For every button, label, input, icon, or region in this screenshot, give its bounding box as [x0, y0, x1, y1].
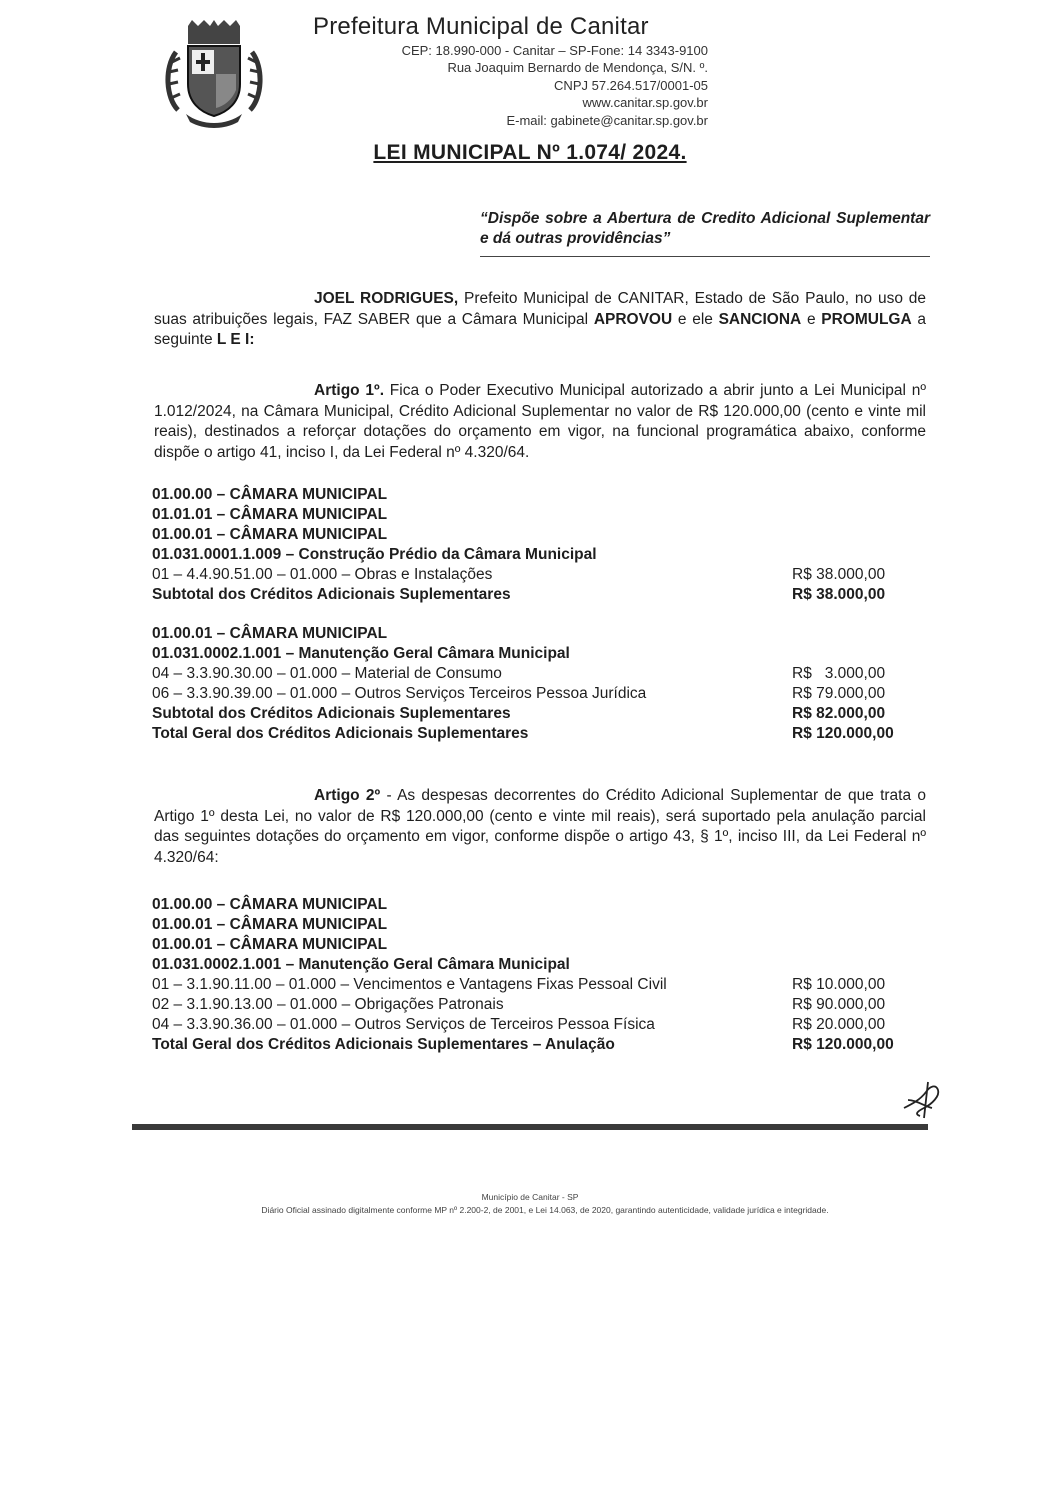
article-2-paragraph: [154, 786, 926, 868]
municipality-name: Prefeitura Municipal de Canitar: [313, 13, 649, 40]
article-1-paragraph: [154, 381, 926, 463]
budget-line-amount: R$ 82.000,00: [792, 705, 886, 722]
article-1-label: Artigo 1º.: [314, 382, 385, 399]
budget-line-description: 01.031.0002.1.001 – Manutenção Geral Câmara Municipal: [152, 956, 570, 973]
letterhead-cnpj: CNPJ 57.264.517/0001-05: [554, 77, 708, 93]
budget-line-amount: R$ 79.000,00: [792, 685, 886, 702]
intro-text-4: a seguinte: [154, 310, 927, 348]
budget-line-description: 01.00.00 – CÂMARA MUNICIPAL: [152, 486, 388, 503]
budget-line: [152, 545, 912, 565]
scan-separator-bar: [132, 1124, 928, 1130]
budget-line-description: 01.031.0001.1.009 – Construção Prédio da Câmara Municipal: [152, 546, 597, 563]
intro-text-3: e: [801, 310, 822, 328]
budget-line: [152, 525, 912, 545]
article-2-text: - As despesas decorrentes do Crédito Adicional Suplementar de que trata o Artigo 1º desta Lei, no valor de R$ 120.000,00 (cento e vinte mil reais), será suportado pela anulação parcial das seguintes dotações do orçamento em vigor, conforme dispõe o artigo 43, § 1º, inciso III, da Lei Federal nº 4.320/64:: [154, 787, 927, 866]
budget-line-description: Total Geral dos Créditos Adicionais Suplementares – Anulação: [152, 1036, 615, 1053]
budget-line: [152, 704, 912, 724]
budget-line-description: 01 – 3.1.90.11.00 – 01.000 – Vencimentos e Vantagens Fixas Pessoal Civil: [152, 976, 667, 993]
budget-line: [152, 935, 912, 955]
letterhead-website: www.canitar.sp.gov.br: [582, 95, 708, 111]
budget-line-description: 01.01.01 – CÂMARA MUNICIPAL: [152, 506, 388, 523]
municipal-coat-of-arms: [158, 18, 270, 130]
budget-line-description: 06 – 3.3.90.39.00 – 01.000 – Outros Serviços Terceiros Pessoa Jurídica: [152, 685, 647, 702]
law-summary: “Dispõe sobre a Abertura de Credito Adicional Suplementar e dá outras providências”: [480, 210, 930, 247]
budget-line: [152, 505, 912, 525]
annulment-block: [152, 895, 912, 1055]
intro-paragraph: [154, 289, 926, 351]
budget-line: [152, 565, 912, 585]
budget-line: [152, 644, 912, 664]
budget-line: [152, 995, 912, 1015]
budget-line: [152, 1015, 912, 1035]
letterhead-email: E-mail: gabinete@canitar.sp.gov.br: [506, 112, 708, 128]
budget-line-description: 01 – 4.4.90.51.00 – 01.000 – Obras e Instalações: [152, 566, 493, 583]
budget-line-amount: R$ 38.000,00: [792, 566, 886, 583]
budget-line-description: Subtotal dos Créditos Adicionais Suplementares: [152, 705, 511, 722]
budget-line: [152, 585, 912, 605]
budget-line: [152, 664, 912, 684]
intro-text-1: Prefeito Municipal de CANITAR, Estado de São Paulo, no uso de suas atribuições legais, FAZ SABER que a Câmara Municipal: [154, 290, 926, 328]
letterhead-contact: [300, 42, 708, 129]
letterhead-address: Rua Joaquim Bernardo de Mendonça, S/N. º.: [447, 60, 708, 76]
budget-line-amount: R$ 38.000,00: [792, 586, 886, 603]
budget-line-description: 01.031.0002.1.001 – Manutenção Geral Câmara Municipal: [152, 645, 570, 662]
budget-line-amount: R$ 120.000,00: [792, 1036, 894, 1053]
budget-line: [152, 684, 912, 704]
budget-line: [152, 1035, 912, 1055]
intro-text-2: e ele: [672, 310, 719, 328]
budget-line-description: 04 – 3.3.90.36.00 – 01.000 – Outros Serviços de Terceiros Pessoa Física: [152, 1016, 655, 1033]
budget-line-amount: R$ 120.000,00: [792, 725, 894, 742]
article-2-label: Artigo 2º: [314, 787, 381, 804]
article-1-text: Fica o Poder Executivo Municipal autorizado a abrir junto a Lei Municipal nº 1.012/2024, na Câmara Municipal, Crédito Adicional Suplementar no valor de R$ 120.000,00 (cento e vinte mil reais), destinados a reforçar dotações do orçamento em vigor, na funcional programática abaixo, conforme dispõe o artigo 41, inciso I, da Lei Federal nº 4.320/64.: [154, 382, 926, 461]
letterhead-cep-phone: CEP: 18.990-000 - Canitar – SP-Fone: 14 3343-9100: [401, 43, 708, 58]
budget-line-amount: R$ 10.000,00: [792, 976, 886, 993]
budget-line: [152, 485, 912, 505]
budget-line-description: 01.00.01 – CÂMARA MUNICIPAL: [152, 936, 388, 953]
budget-line-amount: R$ 3.000,00: [792, 665, 886, 682]
intro-lei: L E I:: [216, 331, 255, 348]
budget-line-amount: R$ 90.000,00: [792, 996, 886, 1013]
budget-line: [152, 915, 912, 935]
footer: [0, 1191, 1060, 1217]
handwritten-initials: [898, 1078, 948, 1122]
law-title: LEI MUNICIPAL Nº 1.074/ 2024.: [373, 141, 687, 164]
budget-line-description: Total Geral dos Créditos Adicionais Suplementares: [152, 725, 529, 742]
budget-line: [152, 975, 912, 995]
budget-line-amount: R$ 20.000,00: [792, 1016, 886, 1033]
budget-line-description: 01.00.01 – CÂMARA MUNICIPAL: [152, 625, 388, 642]
budget-line-description: 02 – 3.1.90.13.00 – 01.000 – Obrigações Patronais: [152, 996, 504, 1013]
budget-line-description: 01.00.01 – CÂMARA MUNICIPAL: [152, 526, 388, 543]
credit-allocation-block-1: [152, 485, 912, 605]
intro-promulgates: PROMULGA: [821, 310, 912, 328]
budget-line: [152, 895, 912, 915]
mayor-name: JOEL RODRIGUES,: [314, 290, 459, 307]
footer-municipality: Município de Canitar - SP: [481, 1192, 579, 1202]
credit-allocation-block-2: [152, 624, 912, 744]
budget-line: [152, 724, 912, 744]
budget-line-description: Subtotal dos Créditos Adicionais Suplementares: [152, 586, 511, 603]
footer-digital-signature-note: Diário Oficial assinado digitalmente conforme MP nº 2.200-2, de 2001, e Lei 14.063, de 2020, garantindo autenticidade, validade jurídica e integridade.: [261, 1205, 829, 1215]
intro-approved: APROVOU: [593, 310, 673, 328]
budget-line-description: 01.00.00 – CÂMARA MUNICIPAL: [152, 896, 388, 913]
budget-line: [152, 624, 912, 644]
budget-line: [152, 955, 912, 975]
intro-sanctions: SANCIONA: [718, 310, 802, 328]
summary-underline: [480, 256, 930, 257]
budget-line-description: 04 – 3.3.90.30.00 – 01.000 – Material de Consumo: [152, 665, 502, 682]
budget-line-description: 01.00.01 – CÂMARA MUNICIPAL: [152, 916, 388, 933]
